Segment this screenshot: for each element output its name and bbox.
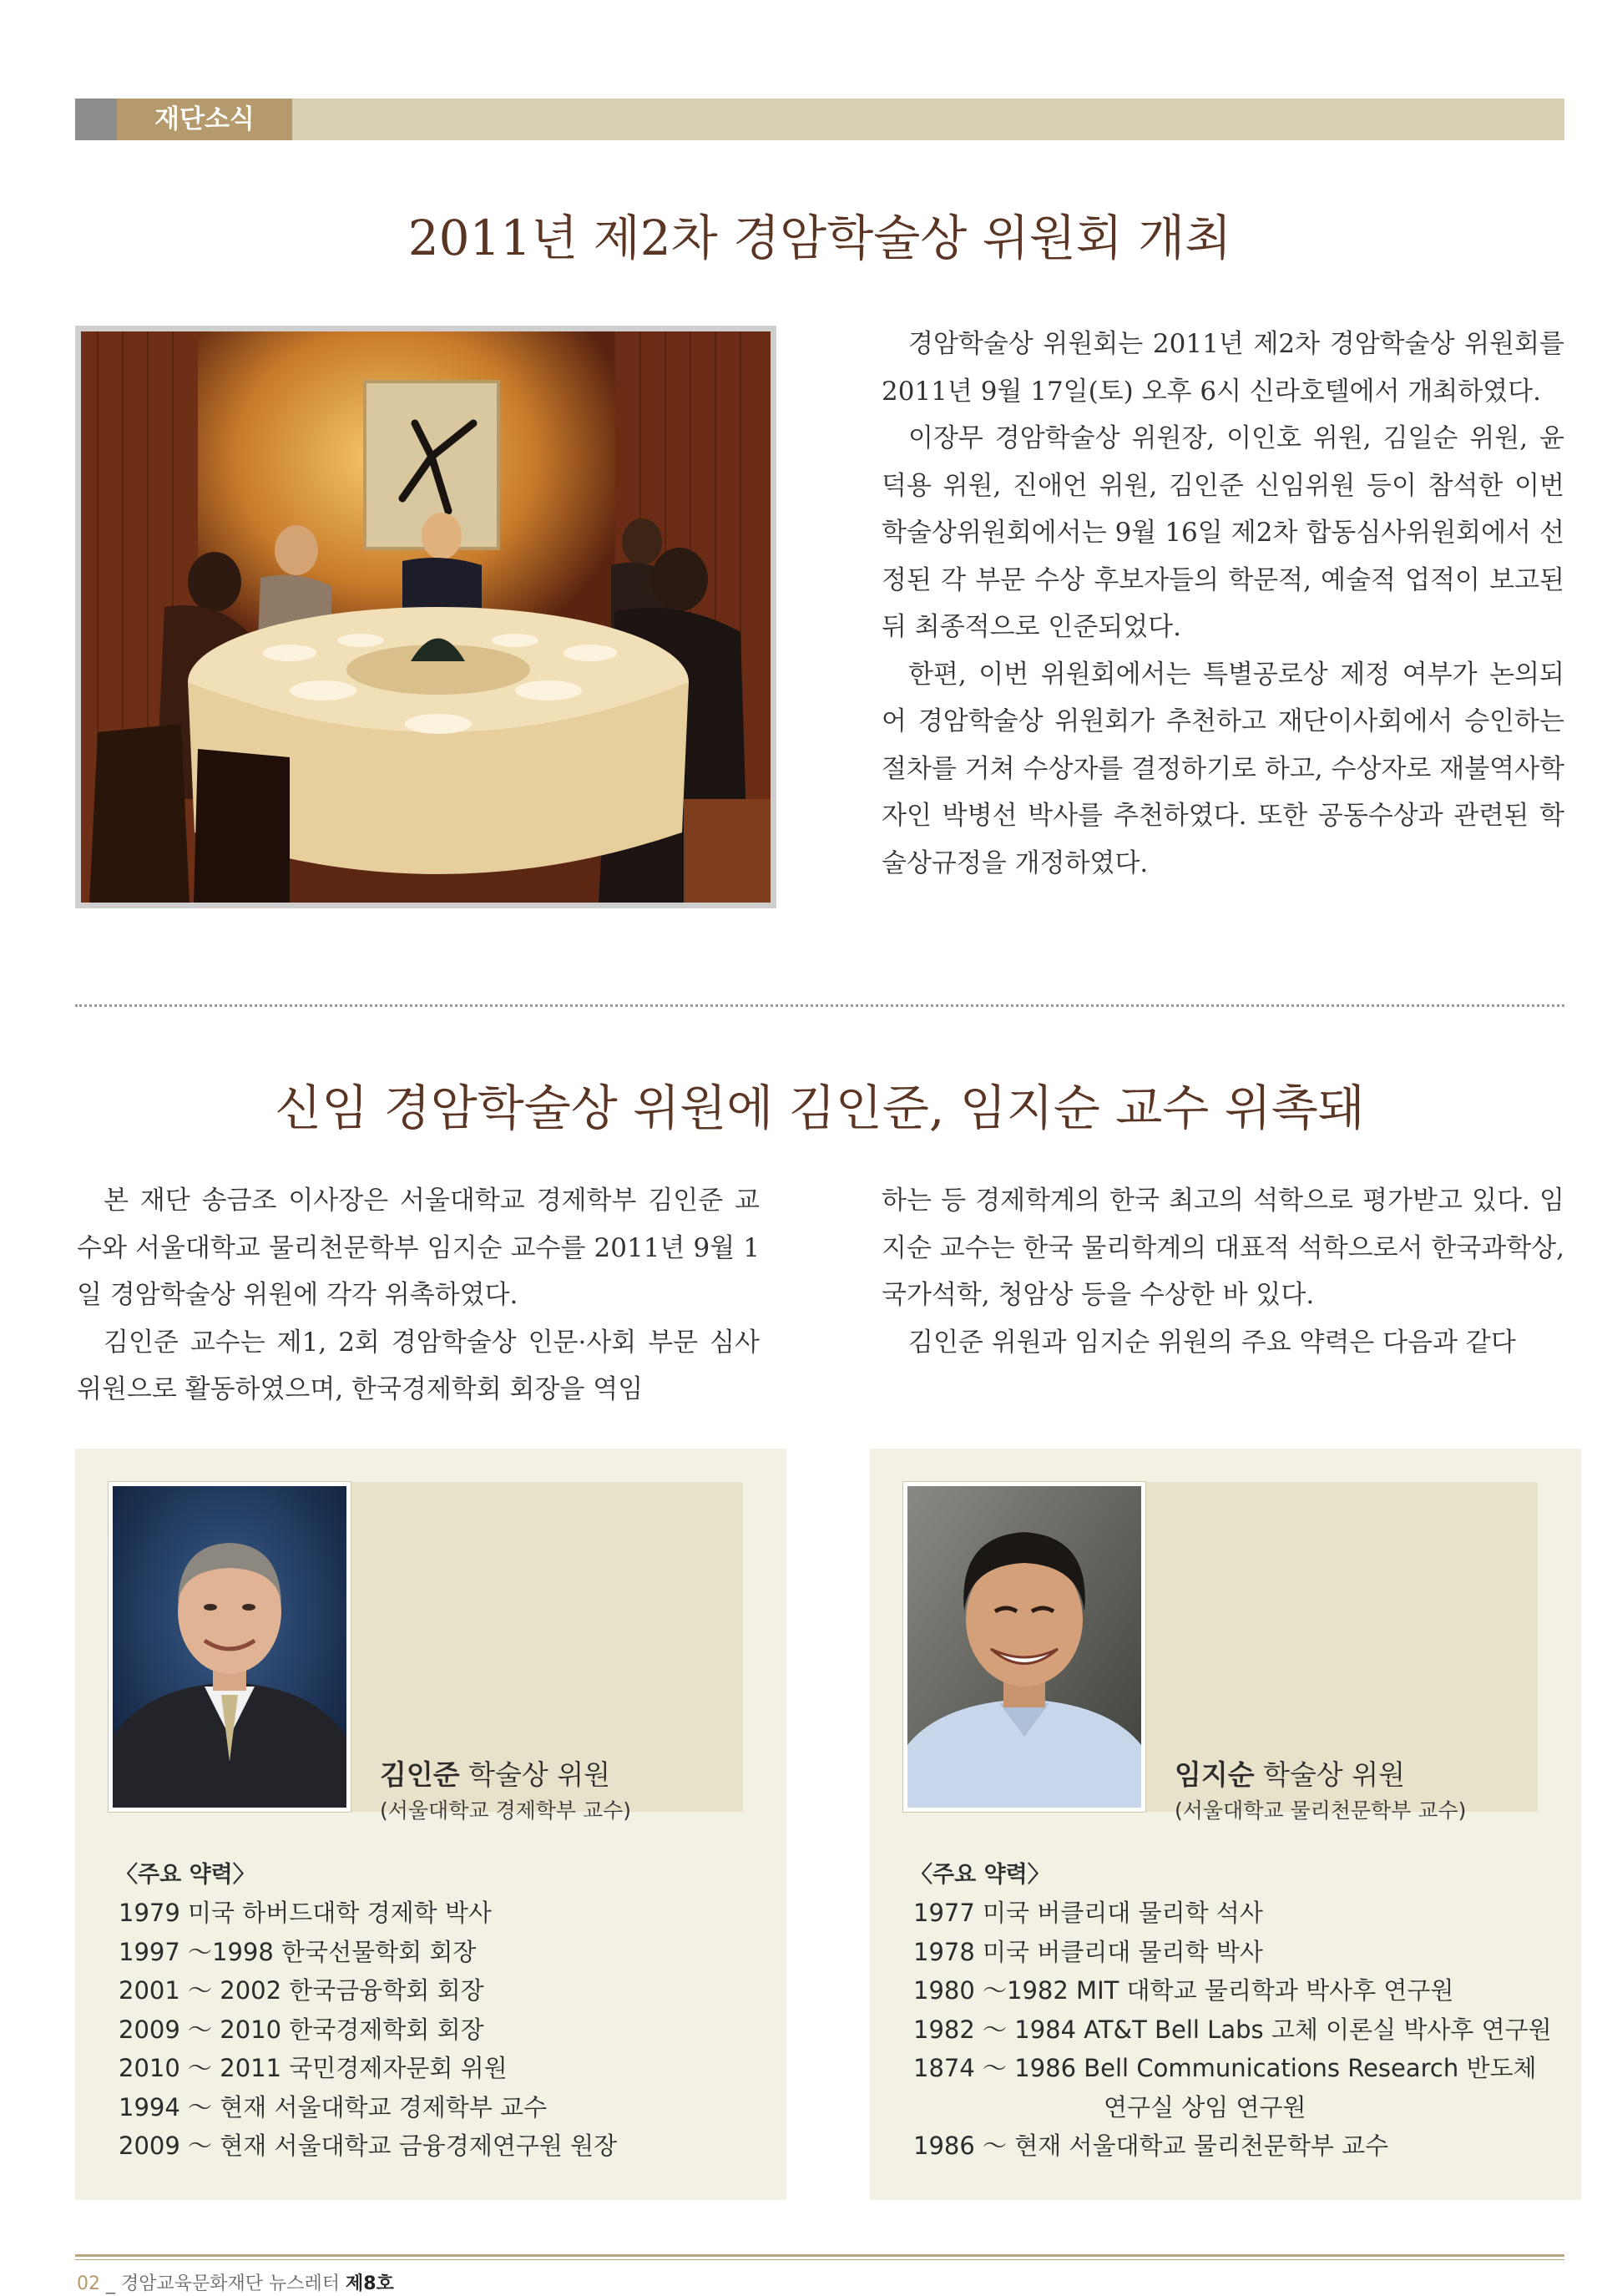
footer-rule bbox=[75, 2254, 1564, 2257]
career-item: 2009 ～ 현재 서울대학교 금융경제연구원 원장 bbox=[119, 2132, 618, 2160]
profile-id-box bbox=[903, 1482, 1538, 1823]
career-list bbox=[119, 1894, 617, 2166]
portrait-lim bbox=[903, 1482, 1145, 1812]
article2-paragraph: 김인준 위원과 임지순 위원의 주요 약력은 다음과 같다 bbox=[908, 1327, 1516, 1358]
article1-paragraph: 한편, 이번 위원회에서는 특별공로상 제정 여부가 논의되어 경암학술상 위원회가 추천하고 재단이사회에서 승인하는 절차를 거쳐 수상자를 결정하기로 하고, 수상자로 재불역사학자인 박병선 박사를 추천하였다. 또한 공동수상과 관련된 학술상규정을 개정하였다. bbox=[882, 659, 1564, 878]
article2-paragraph: 김인준 교수는 제1, 2회 경암학술상 인문·사회 부문 심사위원으로 활동하였으며, 한국경제학회 회장을 역임 bbox=[77, 1327, 760, 1404]
profile-affiliation: (서울대학교 물리천문학부 교수) bbox=[1175, 1798, 1467, 1823]
career-item: 1978 미국 버클리대 물리학 박사 bbox=[913, 1937, 1263, 1966]
article1-title: 2011년 제2차 경암학술상 위원회 개최 bbox=[407, 210, 1232, 266]
section-header-bar bbox=[75, 99, 1564, 140]
article1-paragraph: 경암학술상 위원회는 2011년 제2차 경암학술상 위원회를 2011년 9월 17일(토) 오후 6시 신라호텔에서 개최하였다. bbox=[882, 329, 1564, 407]
profile-affiliation: (서울대학교 경제학부 교수) bbox=[380, 1798, 632, 1823]
article2-body-right bbox=[882, 1177, 1564, 1366]
career-item: 1874 ～ 1986 Bell Communications Research 반도체 bbox=[913, 2054, 1537, 2082]
profile-role: 학술상 위원 bbox=[459, 1758, 611, 1791]
meeting-photo bbox=[75, 326, 776, 908]
section-divider bbox=[75, 1004, 1564, 1007]
portrait-kim bbox=[109, 1482, 351, 1812]
portrait-lim-illustration bbox=[907, 1486, 1141, 1808]
page-footer bbox=[77, 2269, 394, 2295]
career-item: 2009 ～ 2010 한국경제학회 회장 bbox=[119, 2015, 484, 2044]
article1-paragraph: 이장무 경암학술상 위원장, 이인호 위원, 김일순 위원, 윤덕용 위원, 진애언 위원, 김인준 신임위원 등이 참석한 이번 학술상위원회에서는 9월 16일 제2차 합동심사위원회에서 선정된 각 부문 수상 후보자들의 학문적, 예술적 업적이 보고된 뒤 최종적으로 인준되었다. bbox=[882, 423, 1564, 642]
article2-paragraph: 본 재단 송금조 이사장은 서울대학교 경제학부 김인준 교수와 서울대학교 물리천문학부 임지순 교수를 2011년 9월 1일 경암학술상 위원에 각각 위촉하였다. bbox=[77, 1186, 760, 1310]
article2-body-left bbox=[77, 1177, 760, 1414]
career-item: 1980 ～1982 MIT 대학교 물리학과 박사후 연구원 bbox=[913, 1976, 1454, 2005]
career-item: 2001 ～ 2002 한국금융학회 회장 bbox=[119, 1976, 484, 2005]
section-header-marker bbox=[75, 99, 117, 140]
career-list bbox=[913, 1894, 1552, 2166]
career-item: 1977 미국 버클리대 물리학 석사 bbox=[913, 1899, 1263, 1927]
career-item: 1982 ～ 1984 AT&T Bell Labs 고체 이론실 박사후 연구원 bbox=[913, 2015, 1552, 2044]
page-number: 02 bbox=[77, 2273, 100, 2294]
portrait-kim-illustration bbox=[113, 1486, 346, 1808]
article2-paragraph: 하는 등 경제학계의 한국 최고의 석학으로 평가받고 있다. 임지순 교수는 한국 물리학계의 대표적 석학으로서 한국과학상, 국가석학, 청암상 등을 수상한 바 있다. bbox=[882, 1186, 1564, 1310]
section-label: 재단소식 bbox=[117, 99, 292, 140]
meeting-photo-illustration bbox=[81, 331, 771, 903]
career-heading: 〈주요 약력〉 bbox=[910, 1862, 1050, 1888]
career-item: 1997 ～1998 한국선물학회 회장 bbox=[119, 1937, 477, 1966]
profile-name-line bbox=[1175, 1753, 1405, 1793]
career-item: 연구실 상임 연구원 bbox=[1104, 2092, 1306, 2122]
publication-name: 경암교육문화재단 뉴스레터 bbox=[121, 2273, 346, 2294]
footer-rule-thin bbox=[75, 2259, 1564, 2260]
profile-name: 김인준 bbox=[380, 1758, 460, 1791]
career-item: 2010 ～ 2011 국민경제자문회 위원 bbox=[119, 2054, 508, 2082]
profile-panel-kim bbox=[75, 1449, 786, 2200]
career-heading: 〈주요 약력〉 bbox=[115, 1862, 255, 1888]
career-item: 1979 미국 하버드대학 경제학 박사 bbox=[119, 1899, 492, 1927]
career-item: 1994 ～ 현재 서울대학교 경제학부 교수 bbox=[119, 2092, 548, 2122]
footer-separator: _ bbox=[100, 2273, 121, 2294]
profile-name: 임지순 bbox=[1175, 1758, 1255, 1791]
profile-name-line bbox=[380, 1753, 610, 1793]
profile-panel-lim bbox=[870, 1449, 1581, 2200]
issue-number: 제8호 bbox=[346, 2273, 394, 2294]
career-item: 1986 ～ 현재 서울대학교 물리천문학부 교수 bbox=[913, 2132, 1389, 2160]
article1-body bbox=[882, 321, 1564, 887]
profile-id-box bbox=[109, 1482, 743, 1823]
article2-title: 신임 경암학술상 위원에 김인준, 임지순 교수 위촉돼 bbox=[275, 1080, 1365, 1136]
profile-role: 학술상 위원 bbox=[1254, 1758, 1406, 1791]
